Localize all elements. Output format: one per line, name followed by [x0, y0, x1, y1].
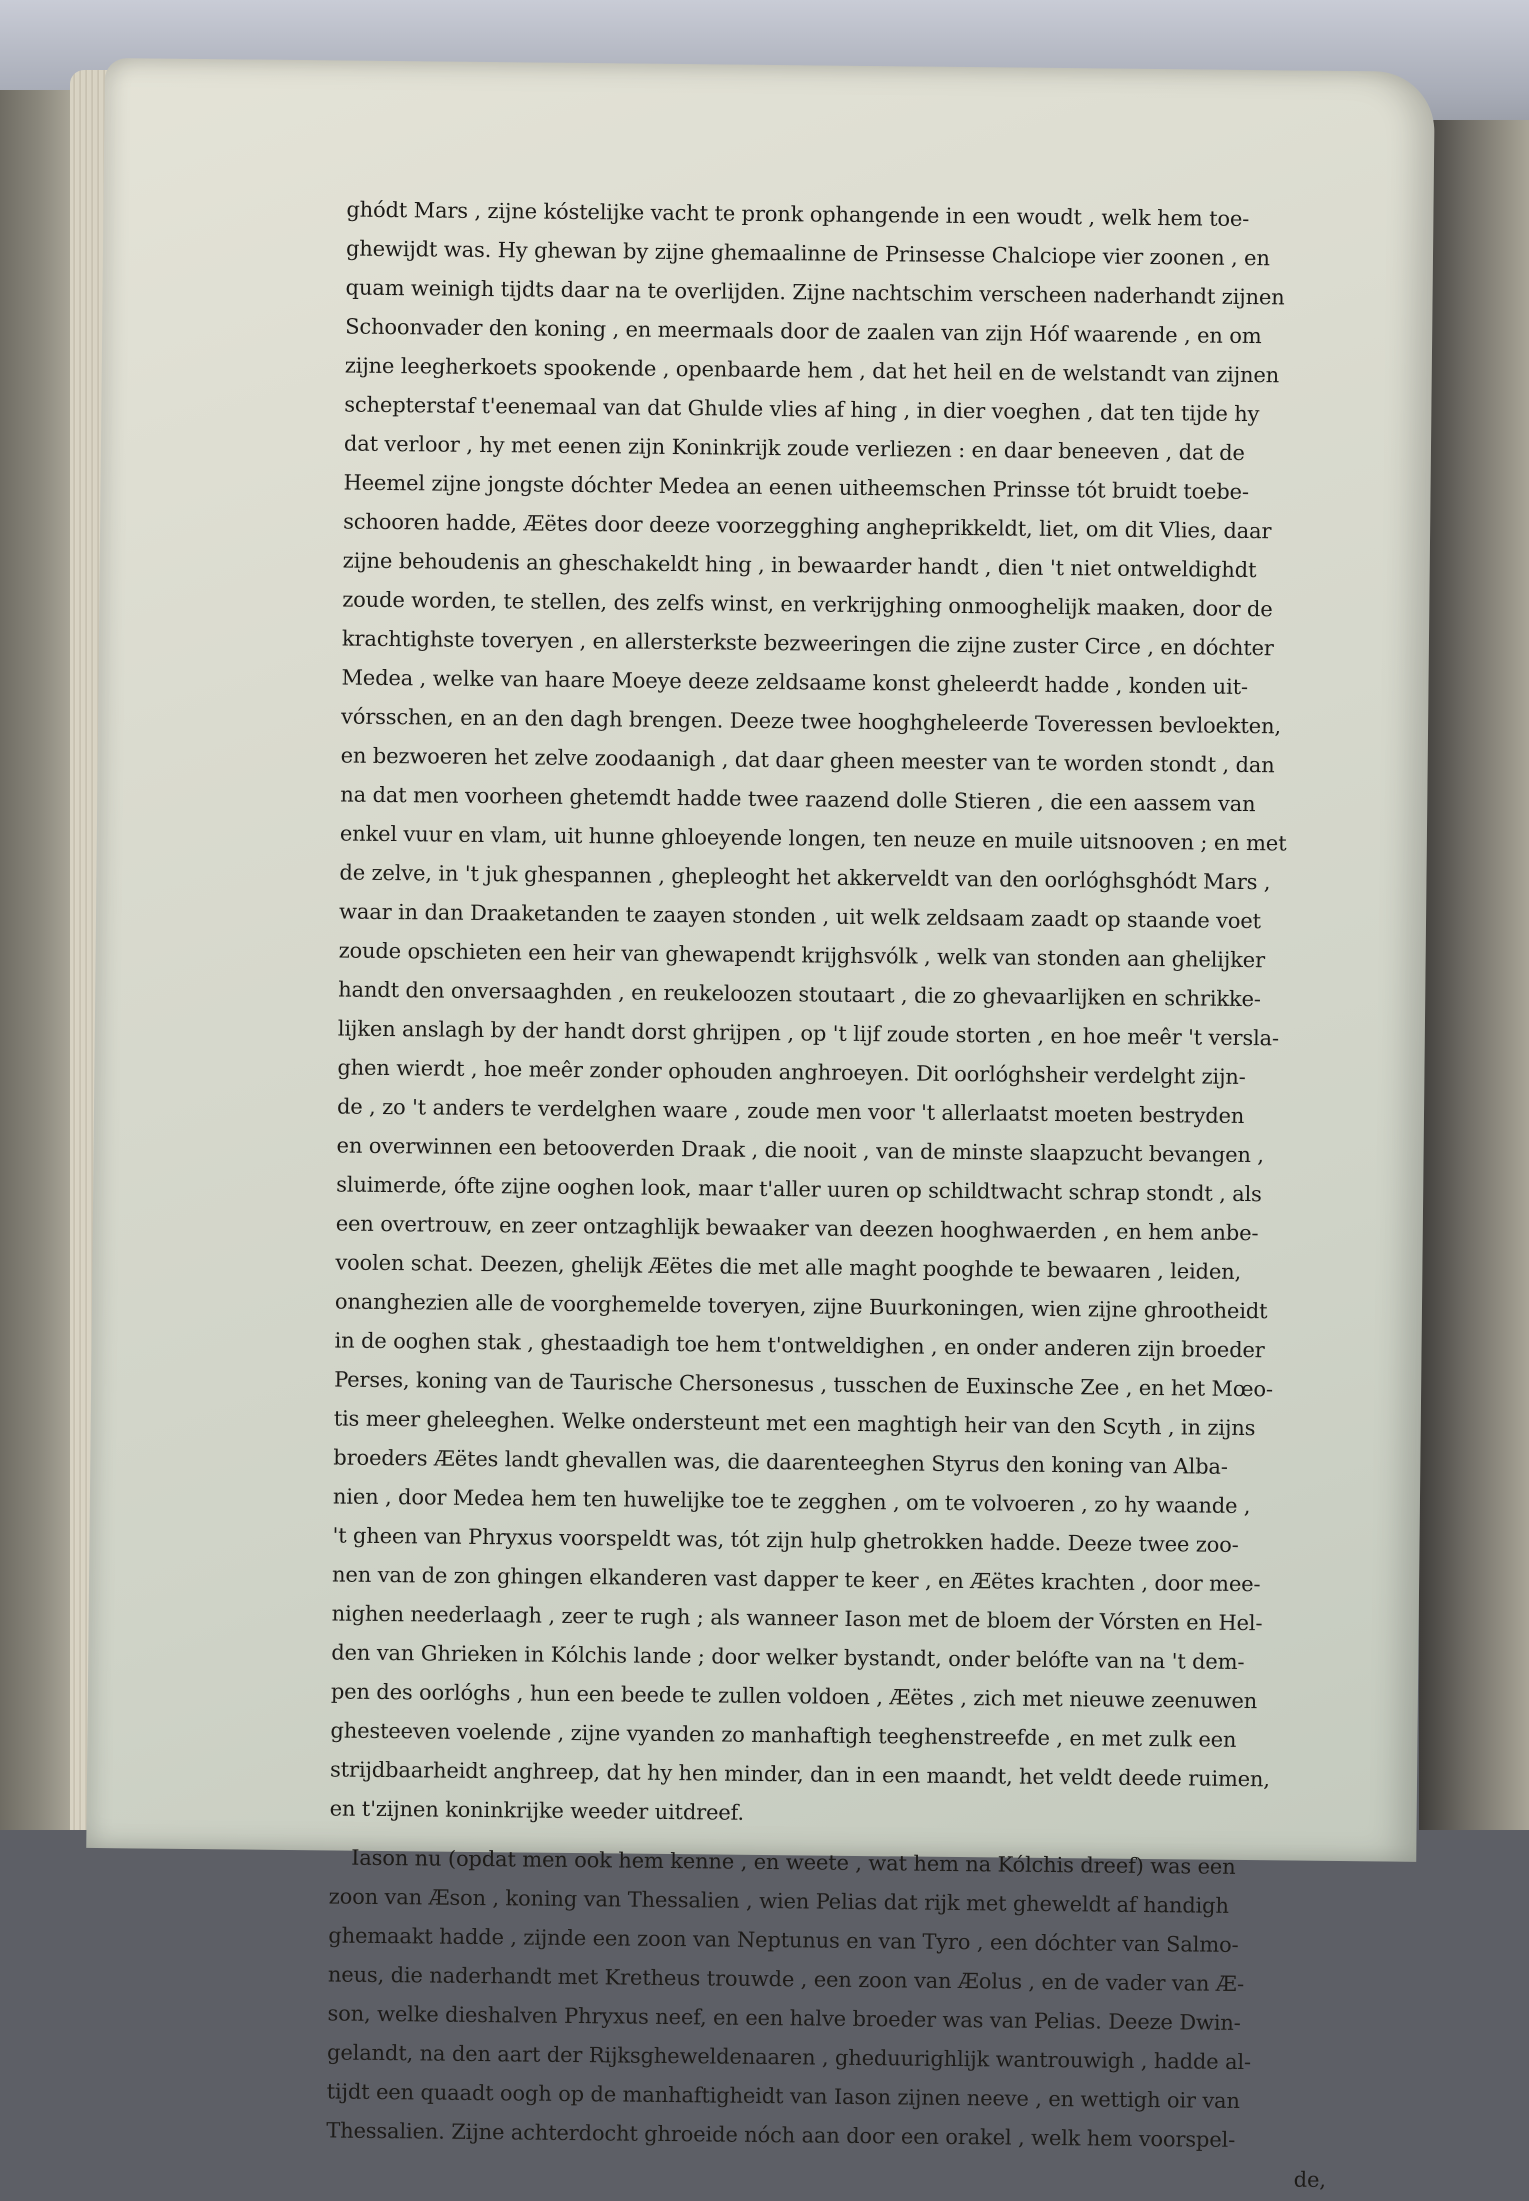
paragraph-1	[329, 191, 1346, 1839]
text-line: tis meer gheleeghen. Welke ondersteunt met een maghtigh heir van den Scyth , in zijns	[333, 1406, 1256, 1441]
text-line: en bezwoeren het zelve zoodaanigh , dat daar gheen meester van te worden stondt , dan	[340, 743, 1275, 778]
text-line: enkel vuur en vlam, uit hunne ghloeyende longen, ten neuze en muile uitsnooven ; en met	[339, 821, 1287, 856]
text-line: Medea , welke van haare Moeye deeze zeldsaame konst gheleerdt hadde , konden uit-	[341, 665, 1249, 700]
text-line: sluimerde, ófte zijne ooghen look, maar t'aller uuren op schildtwacht schrap stondt , als	[336, 1172, 1262, 1207]
text-line: na dat men voorheen ghetemdt hadde twee raazend dolle Stieren , die een aassem van	[340, 782, 1256, 817]
text-line: zoon van Æson , koning van Thessalien , wien Pelias dat rijk met gheweldt af handigh	[328, 1884, 1229, 1918]
text-line: krachtighste toveryen , en allersterkste bezweeringen die zijne zuster Circe , en dóchter	[341, 626, 1274, 661]
text-line: dat verloor , hy met eenen zijn Koninkrijk zoude verliezen : en daar beneeven , dat de	[343, 431, 1245, 465]
text-line: schepterstaf t'eenemaal van dat Ghulde vlies af hing , in dier voeghen , dat ten tijde hy	[344, 392, 1260, 427]
text-line: tijdt een quaadt oogh op de manhaftigheidt van Iason zijnen neeve , en wettigh oir van	[326, 2079, 1240, 2113]
text-line: de zelve, in 't juk ghespannen , ghepleoght het akkerveldt van den oorlóghsghódt Mars ,	[339, 860, 1271, 895]
text-line: den van Ghrieken in Kólchis lande ; door welker bystandt, onder belófte van na 't dem-	[331, 1640, 1245, 1675]
page-text	[326, 191, 1347, 2200]
text-line: strijdbaarheidt anghreep, dat hy hen minder, dan in een maandt, het veldt deede ruimen,	[329, 1757, 1271, 1792]
text-line: broeders Æëtes landt ghevallen was, die daarenteeghen Styrus den koning van Alba-	[333, 1445, 1228, 1479]
text-line: 't gheen van Phryxus voorspeldt was, tót zijn hulp ghetrokken hadde. Deeze twee zoo-	[332, 1523, 1239, 1557]
text-line: nien , door Medea hem ten huwelijke toe te zegghen , om te volvoeren , zo hy waande ,	[332, 1484, 1251, 1519]
text-line: pen des oorlóghs , hun een beede te zullen voldoen , Æëtes , zich met nieuwe zeenuwen	[330, 1679, 1258, 1714]
text-line: son, welke dieshalven Phryxus neef, en een halve broeder was van Pelias. Deeze Dwin-	[327, 2001, 1241, 2035]
text-line: neus, die naderhandt met Kretheus trouwde , een zoon van Æolus , en de vader van Æ-	[327, 1962, 1245, 1997]
text-line: ghesteeven voelende , zijne vyanden zo manhaftigh teeghenstreefde , en met zulk een	[330, 1718, 1237, 1752]
text-line: Schoonvader den koning , en meermaals door de zaalen van zijn Hóf waarende , en om	[345, 314, 1262, 349]
text-line: ghen wierdt , hoe meêr zonder ophouden anghroeyen. Dit oorlóghsheir verdelght zijn-	[337, 1055, 1246, 1090]
text-line: in de ooghen stak , ghestaadigh toe hem t'ontweldighen , en onder anderen zijn broeder	[334, 1328, 1265, 1363]
text-line: Heemel zijne jongste dóchter Medea an eenen uitheemschen Prinsse tót bruidt toebe-	[343, 470, 1249, 505]
catchword: de,	[1293, 2167, 1326, 2192]
text-line: nen van de zon ghingen elkanderen vast dapper te keer , en Æëtes krachten , door mee-	[332, 1562, 1261, 1597]
text-line: onanghezien alle de voorghemelde toveryen, zijne Buurkoningen, wien zijne ghrootheidt	[334, 1289, 1268, 1324]
text-line: nighen neederlaagh , zeer te rugh ; als wanneer Iason met de bloem der Vórsten en Hel-	[331, 1601, 1263, 1636]
text-line: handt den onversaaghden , en reukeloozen stoutaart , die zo ghevaarlijken en schrikke-	[338, 977, 1261, 1012]
text-line: voolen schat. Deezen, ghelijk Æëtes die met alle maght pooghde te bewaaren , leiden,	[335, 1250, 1242, 1284]
text-line: Iason nu (opdat men ook hem kenne , en weete , wat hem na Kólchis dreef) was een	[351, 1845, 1236, 1879]
text-line: lijken anslagh by der handt dorst ghrijpen , op 't lijf zoude storten , en hoe meêr 't versla-	[337, 1016, 1280, 1051]
text-line: waar in dan Draaketanden te zaayen stonden , uit welk zeldsaam zaadt op staande voet	[338, 899, 1261, 934]
text-line: zijne behoudenis an gheschakeldt hing , in bewaarder handt , dien 't niet ontweldighdt	[342, 548, 1257, 583]
facing-page-edge	[1419, 120, 1529, 1830]
text-line: en overwinnen een betooverden Draak , die nooit , van de minste slaapzucht bevangen ,	[336, 1133, 1264, 1168]
text-line: zoude worden, te stellen, des zelfs winst, en verkrijghing onmooghelijk maaken, door de	[342, 587, 1273, 622]
text-line: de , zo 't anders te verdelghen waare , zoude men voor 't allerlaatst moeten bestryden	[336, 1094, 1245, 1128]
text-line: schooren hadde, Æëtes door deeze voorzegghing angheprikkeldt, liet, om dit Vlies, daar	[343, 509, 1272, 544]
text-line: vórsschen, en an den dagh brengen. Deeze twee hooghgheleerde Toveressen bevloekten,	[340, 704, 1282, 739]
text-line: en t'zijnen koninkrijke weeder uitdreef.	[329, 1796, 745, 1825]
book-page	[86, 58, 1435, 2192]
text-line: quam weinigh tijdts daar na te overlijden. Zijne nachtschim verscheen naderhandt zijnen	[345, 275, 1285, 310]
paragraph-2	[326, 1838, 1329, 2160]
text-line: een overtrouw, en zeer ontzaghlijk bewaaker van deezen hooghwaerden , en hem anbe-	[335, 1211, 1259, 1246]
text-line: ghemaakt hadde , zijnde een zoon van Neptunus en van Tyro , een dóchter van Salmo-	[328, 1923, 1239, 1957]
text-line: ghewijdt was. Hy ghewan by zijne ghemaalinne de Prinsesse Chalciope vier zoonen , en	[345, 236, 1270, 271]
text-line: zijne leegherkoets spookende , openbaarde hem , dat het heil en de welstandt van zijnen	[344, 353, 1280, 388]
text-line: zoude opschieten een heir van ghewapendt krijghsvólk , welk van stonden aan ghelijker	[338, 938, 1266, 973]
text-line: Perses, koning van de Taurische Chersonesus , tusschen de Euxinsche Zee , en het Mœo-	[334, 1367, 1274, 1402]
text-line: gelandt, na den aart der Rijksgheweldenaaren , gheduurighlijk wantrouwigh , hadde al-	[327, 2040, 1252, 2075]
text-line: ghódt Mars , zijne kóstelijke vacht te pronk ophangende in een woudt , welk hem toe-	[346, 197, 1250, 231]
text-line: Thessalien. Zijne achterdocht ghroeide nóch aan door een orakel , welk hem voorspel-	[326, 2118, 1236, 2152]
